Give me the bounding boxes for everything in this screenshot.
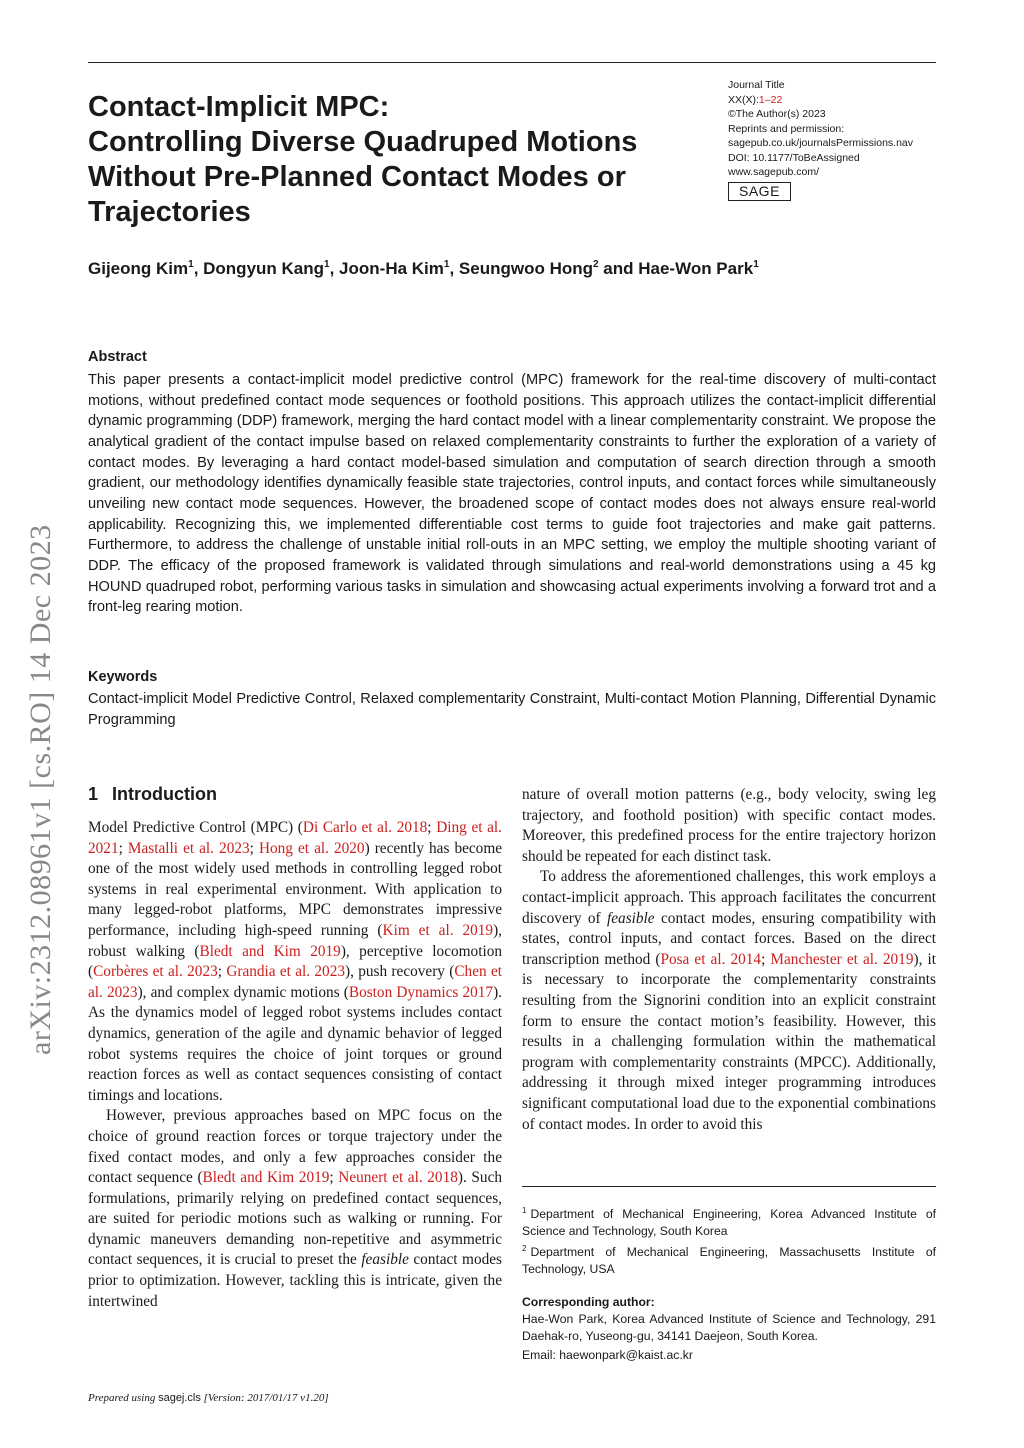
abstract-label: Abstract (88, 349, 147, 365)
citation-link[interactable]: Bledt and Kim 2019 (199, 942, 341, 960)
author-list: Gijeong Kim$^1$, Dongyun Kang$^1$, Joon-Ha Kim$^1$, Seungwoo Hong$^2$ and Hae-Won Park$^1$ (88, 259, 759, 278)
journal-info (728, 78, 943, 201)
footnotes (522, 1202, 936, 1364)
citation-link[interactable]: Neunert et al. 2018 (338, 1169, 458, 1187)
emphasis: feasible (361, 1251, 409, 1269)
copyright: ©The Author(s) 2023 (728, 108, 826, 120)
citation-link[interactable]: Ding et al. 2021 (88, 819, 503, 857)
corresponding-author-address: Hae-Won Park, Korea Advanced Institute of Science and Technology, 291 Daehak-ro, Yuseong-gu, 34141 Daejeon, South Korea. (522, 1312, 936, 1343)
corresponding-author-label: Corresponding author: (522, 1295, 655, 1309)
citation-link[interactable]: Corbères et al. 2023 (93, 963, 218, 981)
section-heading-introduction (88, 784, 217, 805)
website-link[interactable]: www.sagepub.com/ (728, 166, 820, 178)
citation-link[interactable]: Manchester et al. 2019 (770, 950, 914, 968)
prepared-using-footer: Prepared using sagej.cls [Version: 2017/01/17 v1.20] (88, 1392, 329, 1404)
citation-link[interactable]: Boston Dynamics 2017 (348, 983, 494, 1001)
reprints: Reprints and permission: (728, 122, 845, 135)
citation-link[interactable]: Di Carlo et al. 2018 (302, 819, 428, 836)
author-name: Hae-Won Park (638, 259, 754, 278)
left-column (88, 818, 502, 1312)
title-line: Trajectories (88, 196, 251, 228)
emphasis: feasible (607, 909, 655, 927)
author-affiliation-mark: 2 (593, 259, 599, 270)
keywords-label: Keywords (88, 669, 158, 685)
cls-name: sagej.cls (158, 1392, 201, 1404)
footnote-rule (522, 1186, 936, 1187)
author-name: Gijeong Kim (88, 259, 189, 278)
keywords-text: Contact-implicit Model Predictive Control, Relaxed complementarity Constraint, Multi-contact Motion Planning, Differential Dynamic Programming (88, 691, 936, 728)
arxiv-stamp: arXiv:2312.08961v1 [cs.RO] 14 Dec 2023 (24, 524, 57, 1055)
corresponding-author-email[interactable]: Email: haewonpark@kaist.ac.kr (522, 1348, 693, 1362)
abstract-text: This paper presents a contact-implicit model predictive control (MPC) framework for the real-time discovery of multi-contact motions, without predefined contact mode sequences or foothold positions. This approach utilizes the contact-implicit differential dynamic programming (DDP) framework, merging the hard contact model with a linear complementarity constraint. We propose the analytical gradient of the contact impulse based on relaxed complementarity constraints to further the exploration of a variety of contact modes. By leveraging a hard contact model-based simulation and computation of search direction through a smooth gradient, our methodology identifies dynamically feasible state trajectories, control inputs, and contact forces while simultaneously unveiling new contact mode sequences. However, the broadened scope of contact modes does not always ensure real-world applicability. Recognizing this, we implemented differentiable cost terms to guide foot trajectories and make gait patterns. Furthermore, to address the challenge of unstable initial roll-outs in an MPC setting, we employ the multiple shooting variant of DDP. The efficacy of the proposed framework is validated through simulations and real-world demonstrations using a 45 kg HOUND quadruped robot, performing various tasks in simulation and showcasing actual experiments involving a forward trot and a front-leg rearing motion. (88, 372, 936, 616)
author-affiliation-mark: 1 (324, 259, 330, 270)
right-column (522, 785, 936, 1135)
intro-paragraph-1: Model Predictive Control (MPC) (Di Carlo et al. 2018; Ding et al. 2021; Mastalli et al. 2023; Hong et al. 2020) recently has become one of the most widely used methods in controlling legged robot systems in real experimental environment. With application to many legged-robot platforms, MPC demonstrates impressive performance, including high-speed running (Kim et al. 2019), robust walking (Bledt and Kim 2019), perceptive locomotion (Corbères et al. 2023; Grandia et al. 2023), push recovery (Chen et al. 2023), and complex dynamic motions (Boston Dynamics 2017). As the dynamics model of legged robot systems includes contact dynamics, generation of the agile and dynamic behavior of legged robot systems requires the choice of joint torques or ground reaction forces as well as contact sequences consisting of contact timings and locations. (88, 819, 503, 1104)
author-affiliation-mark: 1 (188, 259, 194, 270)
intro-paragraph-2-continued: nature of overall motion patterns (e.g., body velocity, swing leg trajectory, and foothold position) with specific contact modes. Moreover, this predefined process for the entire trajectory horizon should be repeated for each distinct task. (522, 786, 936, 865)
section-title: Introduction (112, 784, 217, 804)
author-name: Dongyun Kang (203, 259, 325, 278)
page-range[interactable]: 1–22 (758, 93, 783, 106)
section-number: 1 (88, 784, 99, 804)
paper-title (88, 90, 688, 230)
citation-link[interactable]: Kim et al. 2019 (382, 921, 494, 939)
citation-link[interactable]: Mastalli et al. 2023 (127, 839, 250, 857)
journal-title: Journal Title (728, 79, 785, 91)
affiliation-2: $^2$ Department of Mechanical Engineering, Massachusetts Institute of Technology, USA (522, 1244, 936, 1276)
author-name: Joon-Ha Kim (339, 259, 444, 278)
sage-logo: SAGE (728, 182, 791, 201)
citation-link[interactable]: Bledt and Kim 2019 (202, 1169, 330, 1187)
citation-link[interactable]: Grandia et al. 2023 (226, 963, 345, 981)
title-line: Controlling Diverse Quadruped Motions (88, 126, 638, 158)
title-line: Contact-Implicit MPC: (88, 91, 390, 123)
citation-link[interactable]: Hong et al. 2020 (258, 839, 365, 857)
title-line: Without Pre-Planned Contact Modes or (88, 161, 626, 193)
intro-paragraph-2: However, previous approaches based on MPC focus on the choice of ground reaction forces or torque trajectory under the fixed contact modes, and only a few approaches consider the contact sequence (Bledt and Kim 2019; Neunert et al. 2018). Such formulations, primarily relying on predefined contact sequences, are suited for periodic motions such as walking or running. For dynamic maneuvers demanding non-repetitive and asymmetric contact sequences, it is crucial to preset the feasible contact modes prior to optimization. However, tackling this is intricate, given the intertwined (88, 1107, 503, 1310)
author-affiliation-mark: 1 (443, 259, 450, 270)
permissions-link[interactable]: sagepub.co.uk/journalsPermissions.nav (728, 137, 914, 149)
doi: DOI: 10.1177/ToBeAssigned (728, 151, 860, 164)
citation-link[interactable]: Posa et al. 2014 (660, 950, 762, 968)
citation-link[interactable]: Chen et al. 2023 (88, 963, 502, 1001)
author-name: Seungwoo Hong (458, 259, 593, 278)
intro-paragraph-3: To address the aforementioned challenges, this work employs a contact-implicit approach. This approach facilitates the concurrent discovery of feasible contact modes, ensuring compatibility with states, control inputs, and contact forces. Based on the direct transcription method (Posa et al. 2014; Manchester et al. 2019), it is necessary to incorporate the complementarity constraints resulting from the Signorini condition into an explicit constraint form to ensure the contact motion’s feasibility. However, this results in a challenging formulation within the mathematical program with complementarity constraints (MPCC). Additionally, addressing it through mixed integer programming introduces significant computational load due to the exponential combinations of contact modes. In order to avoid this (522, 868, 936, 1133)
affiliation-1: $^1$ Department of Mechanical Engineering, Korea Advanced Institute of Science and Technology, South Korea (522, 1206, 936, 1238)
journal-volume: XX(X):1–22 (728, 93, 783, 106)
author-affiliation-mark: 1 (753, 259, 759, 270)
top-rule (88, 62, 936, 63)
